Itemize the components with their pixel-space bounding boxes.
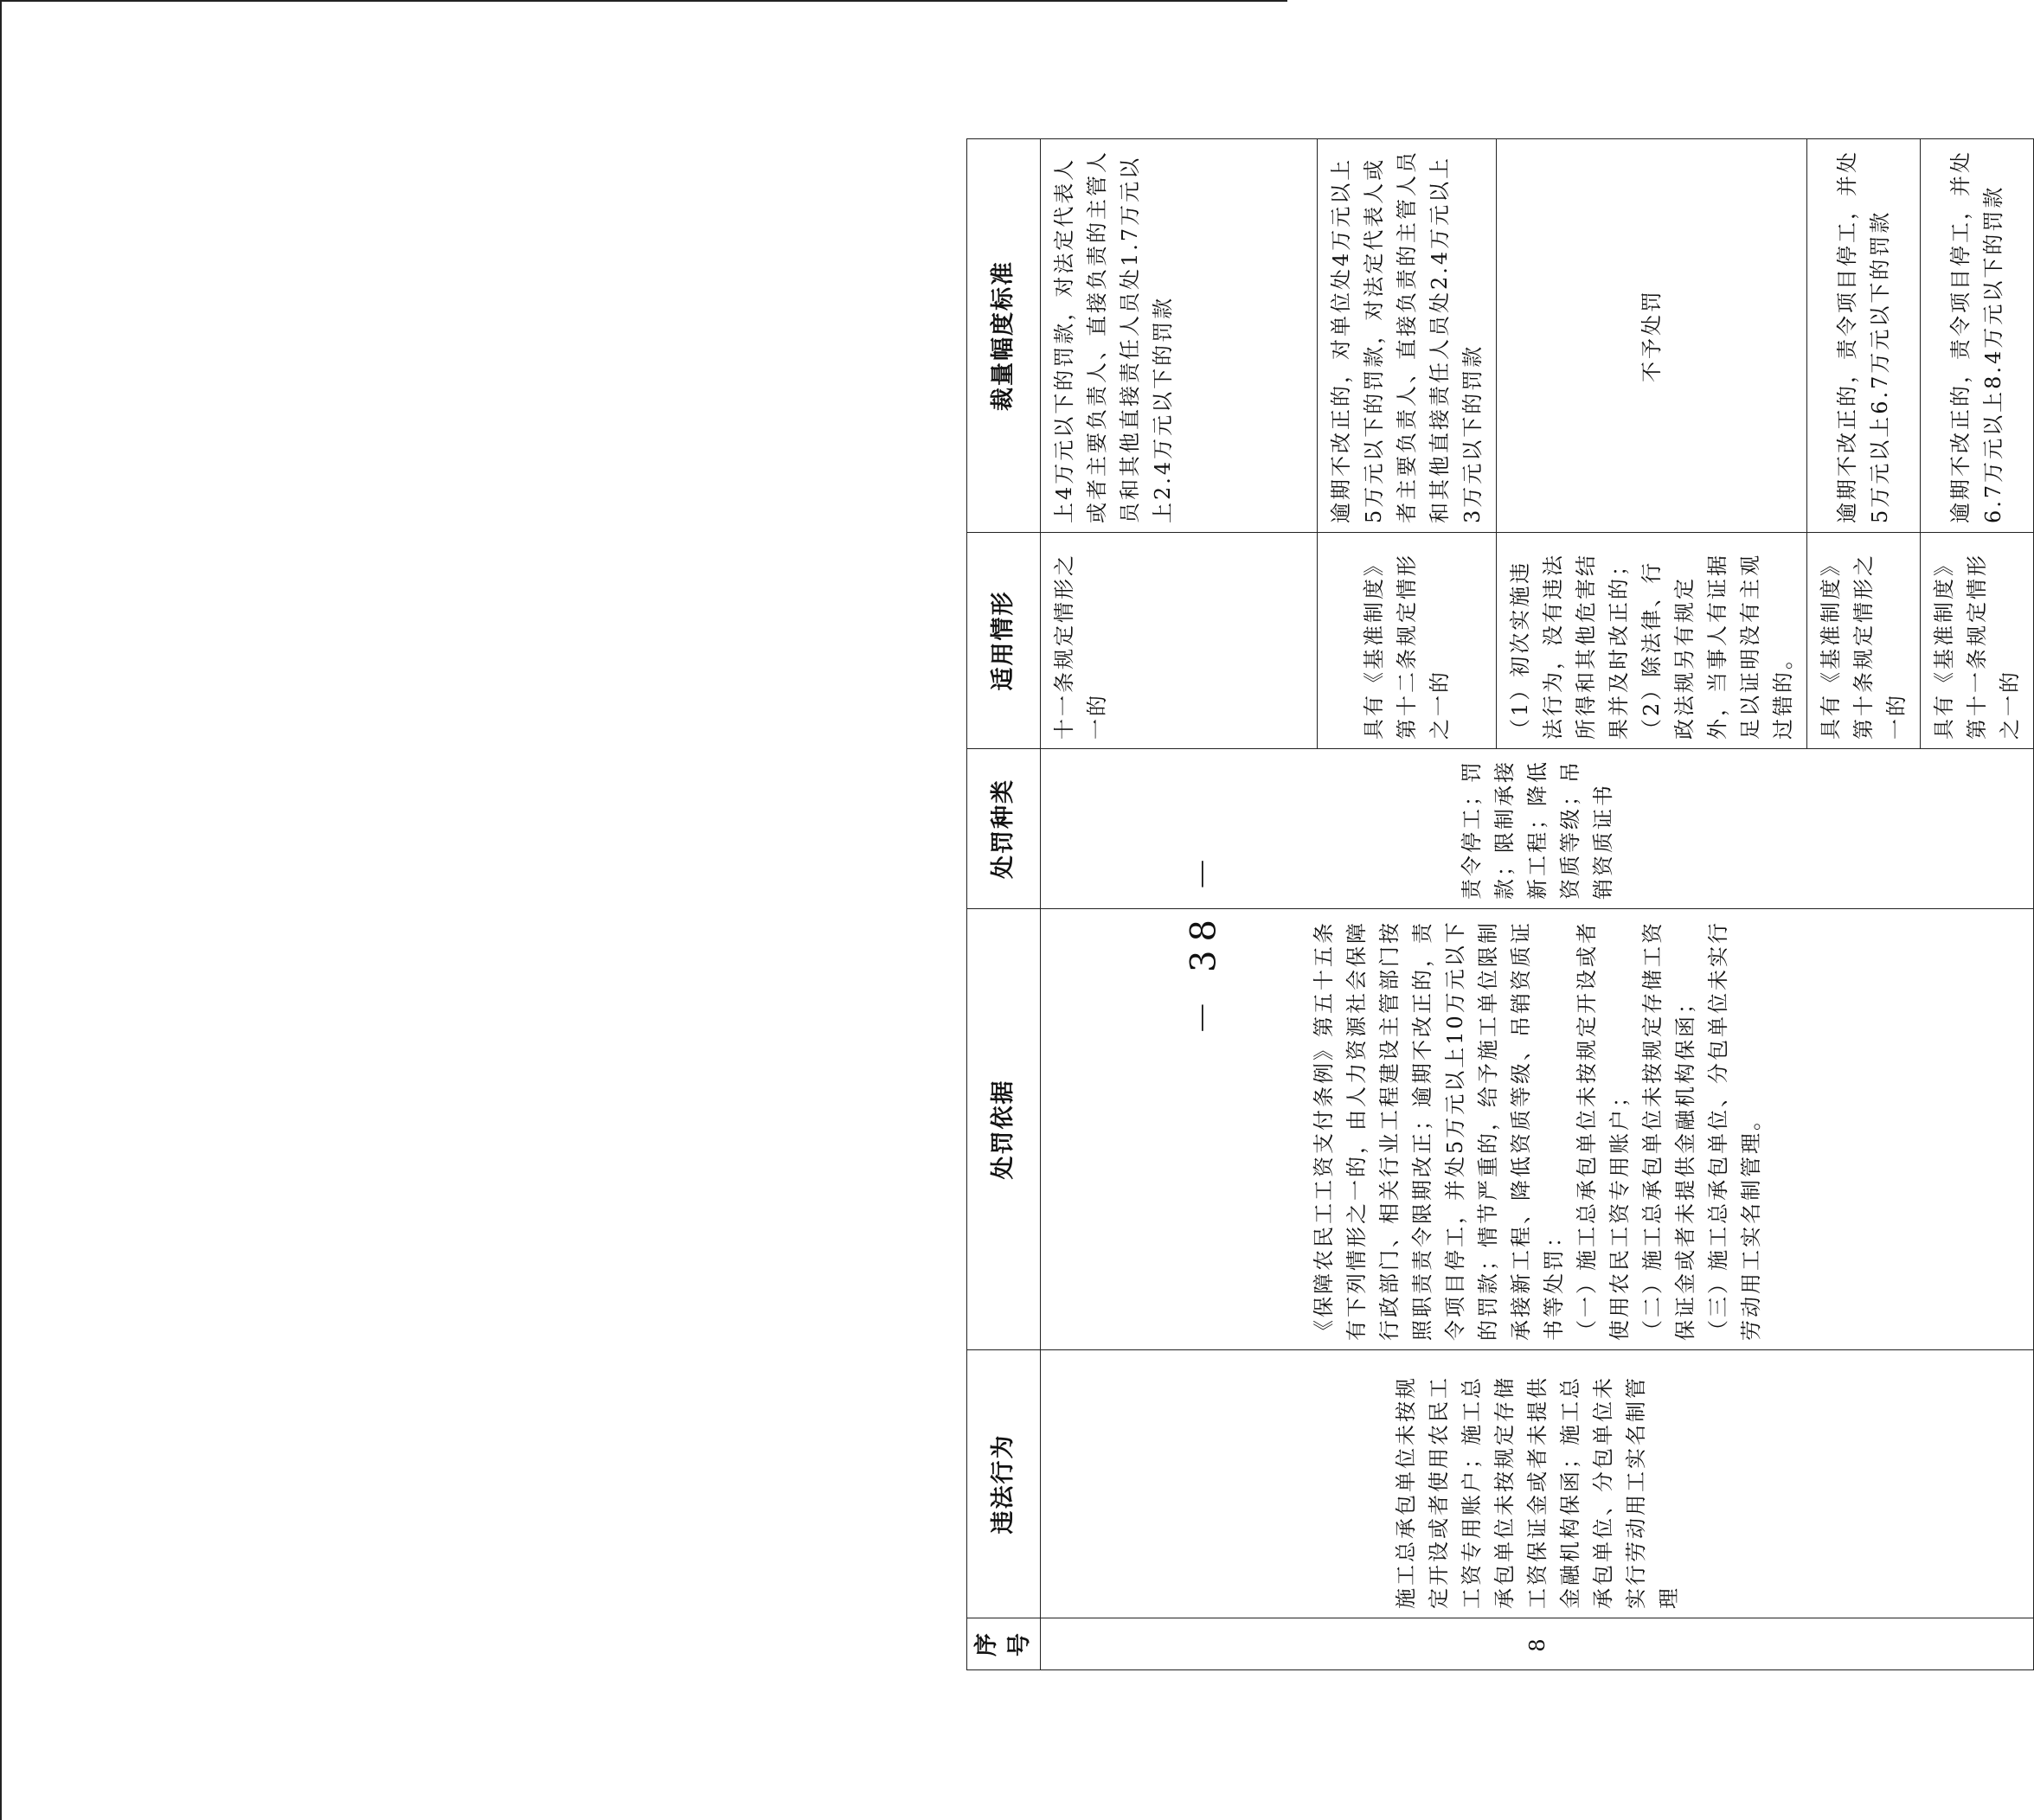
page-left-border — [0, 0, 2, 1820]
header-row — [967, 139, 1041, 1670]
subrow-standard-1: 上4万元以下的罚款，对法定代表人或者主要负责人、直接负责的主管人员和其他直接责任人员处1.7万元以上2.4万元以下的罚款 — [1041, 139, 1318, 533]
subrow-standard-3: 不予处罚 — [1497, 139, 1807, 533]
header-penalty-type: 处罚种类 — [967, 749, 1041, 909]
row-penalty-type: 责令停工；罚款；限制承接新工程；降低资质等级；吊销资质证书 — [1041, 749, 2034, 909]
header-violation: 违法行为 — [967, 1350, 1041, 1618]
rotated-table-container — [966, 139, 2022, 1670]
subrow-case-2: 具有《基准制度》第十二条规定情形之一的 — [1318, 533, 1497, 749]
subrow-case-4: 具有《基准制度》第十条规定情形之一的 — [1807, 533, 1921, 749]
subrow-case-1: 十一条规定情形之一的 — [1041, 533, 1318, 749]
row-seq: 8 — [1041, 1618, 2034, 1670]
subrow-standard-4: 逾期不改正的，责令项目停工，并处5万元以上6.7万元以下的罚款 — [1807, 139, 1921, 533]
subrow-case-5: 具有《基准制度》第十一条规定情形之一的 — [1921, 533, 2034, 749]
row-basis: 《保障农民工工资支付条例》第五十五条 有下列情形之一的，由人力资源社会保障行政部门、相关行业工程建设主管部门按照职责责令限期改正；逾期不改正的，责令项目停工，并处5万元以上10万元以下的罚款；情节严重的，给予施工单位限制承接新工程、降低资质等级、吊销资质证书等处罚： （一）施工总承包单位未按规定开设或者使用农民工资专用账户； （二）施工总承包单位未按规定存储工资保证金或者未提供金融机构保函； （三）施工总承包单位、分包单位未实行劳动用工实名制管理。 — [1041, 909, 2034, 1350]
page-top-border — [0, 0, 1287, 2]
subrow-case-3: （1）初次实施违法行为，没有违法所得和其他危害结果并及时改正的； （2）除法律、行政法规另有规定外，当事人有证据足以证明没有主观过错的。 — [1497, 533, 1807, 749]
header-seq: 序号 — [967, 1618, 1041, 1670]
header-basis: 处罚依据 — [967, 909, 1041, 1350]
header-applicable-case: 适用情形 — [967, 533, 1041, 749]
page-number: － 38 － — [1184, 848, 1224, 1035]
row-violation: 施工总承包单位未按规定开设或者使用农民工工资专用账户；施工总承包单位未按规定存储工资保证金或者未提供金融机构保函；施工总承包单位、分包单位未实行劳动用工实名制管理 — [1041, 1350, 2034, 1618]
subrow-standard-5: 逾期不改正的，责令项目停工，并处6.7万元以上8.4万元以下的罚款 — [1921, 139, 2034, 533]
header-discretion-standard: 裁量幅度标准 — [967, 139, 1041, 533]
penalty-table — [966, 138, 2034, 1670]
subrow-standard-2: 逾期不改正的，对单位处4万元以上5万元以下的罚款，对法定代表人或者主要负责人、直接负责的主管人员和其他直接责任人员处2.4万元以上3万元以下的罚款 — [1318, 139, 1497, 533]
